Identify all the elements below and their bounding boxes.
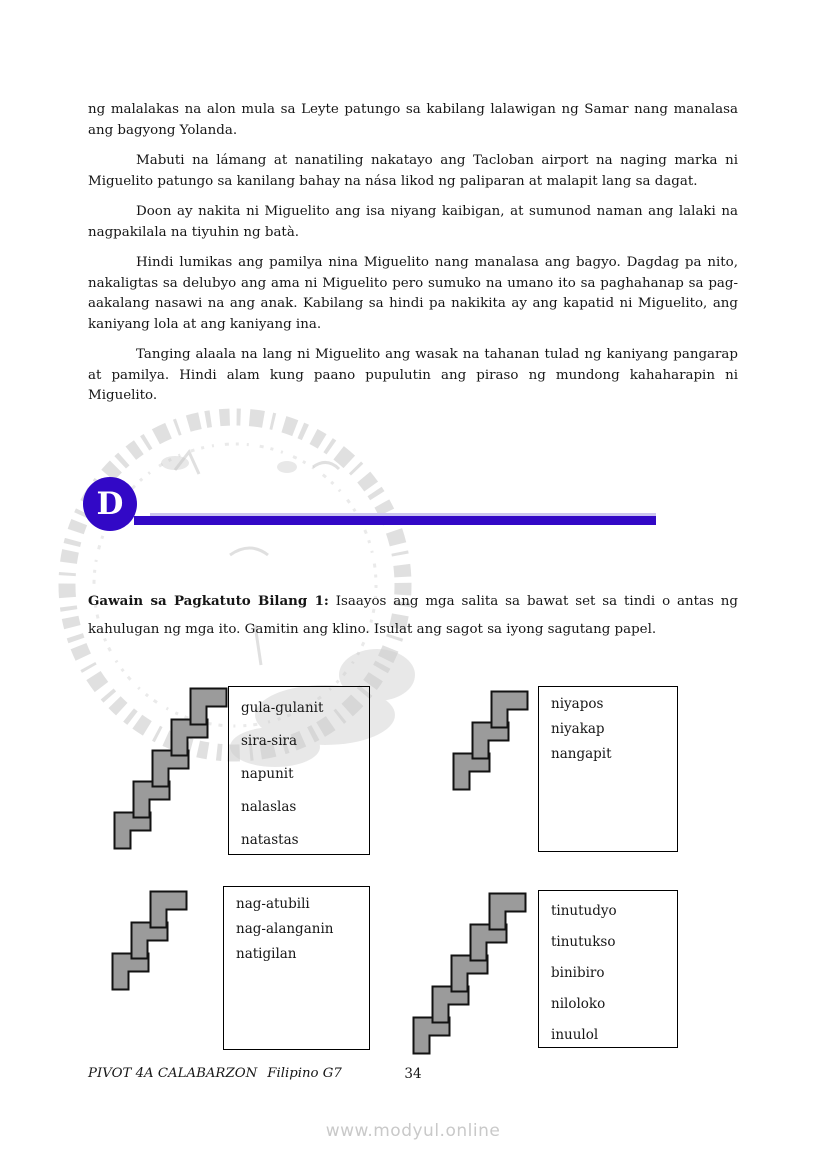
word-list [539, 687, 677, 767]
section-letter: D [96, 485, 124, 522]
word-item: tinutukso [551, 934, 616, 950]
word-item: tinutudyo [551, 903, 617, 919]
word-set-box-1 [228, 686, 370, 855]
story-text [88, 100, 738, 417]
word-item: inuulol [551, 1027, 599, 1043]
word-list [539, 891, 677, 1051]
paragraph: Hindi lumikas ang pamilya nina Miguelito nang manalasa ang bagyo. Dagdag pa nito, nakaligtas sa delubyo ang ama ni Miguelito pero sumuko na umano ito sa paghahanap sa pag-aakalang nasawi na ang anak. Kabilang sa hindi pa nakikita ay ang kapatid ni Miguelito, ang kaniyang lola at ang kaniyang ina. [88, 255, 738, 332]
word-item: nag-atubili [236, 896, 310, 912]
activity-label: Gawain sa Pagkatuto Bilang 1: [88, 593, 329, 610]
word-list [224, 887, 369, 967]
word-item: nag-alanganin [236, 921, 334, 937]
paragraph: Tanging alaala na lang ni Miguelito ang wasak na tahanan tulad ng kaniyang pangarap at pamilya. Hindi alam kung paano pupulutin ang piraso ng mundong kahaharapin ni Miguelito. [88, 347, 738, 403]
cline-staircase [113, 687, 228, 850]
section-divider-line [134, 516, 656, 525]
word-item: gula-gulanit [241, 700, 324, 716]
word-set-box-2 [538, 686, 678, 852]
activity-instructions [88, 587, 738, 644]
footer-subject: Filipino G7 [267, 1066, 342, 1081]
word-item: niloloko [551, 996, 606, 1012]
word-set-box-4 [538, 890, 678, 1048]
site-watermark: www.modyul.online [325, 1121, 501, 1141]
cline-staircase [452, 690, 529, 791]
word-item: niyapos [551, 696, 604, 712]
cline-staircase [111, 890, 188, 991]
section-letter-badge [83, 477, 137, 531]
page-number: 34 [404, 1066, 422, 1082]
word-item: binibiro [551, 965, 605, 981]
word-set-box-3 [223, 886, 370, 1050]
word-item: natigilan [236, 946, 297, 962]
word-item: niyakap [551, 721, 605, 737]
paragraph: Mabuti na lámang at nanatiling nakatayo ang Tacloban airport na naging marka ni Miguelito patungo sa kanilang bahay na nása likod ng paliparan at malapit lang sa dagat. [88, 153, 738, 189]
paragraph: Doon ay nakita ni Miguelito ang isa niyang kaibigan, at sumunod naman ang lalaki na nagpakilala na tiyuhin ng batà. [88, 204, 738, 240]
word-item: natastas [241, 832, 299, 848]
cline-staircase [412, 892, 527, 1055]
word-item: nangapit [551, 746, 612, 762]
word-item: sira-sira [241, 733, 298, 749]
activity-text: Isaayos ang mga salita sa bawat set sa tindi o antas ng kahulugan ng mga ito. Gamitin ang klino. Isulat ang sagot sa iyong sagutang papel. [88, 594, 738, 638]
word-list [229, 687, 369, 857]
paragraph: ng malalakas na alon mula sa Leyte patungo sa kabilang lalawigan ng Samar nang manalasa ang bagyong Yolanda. [88, 102, 738, 138]
word-item: nalaslas [241, 799, 297, 815]
footer-module-name: PIVOT 4A CALABARZON [88, 1066, 258, 1081]
word-item: napunit [241, 766, 294, 782]
